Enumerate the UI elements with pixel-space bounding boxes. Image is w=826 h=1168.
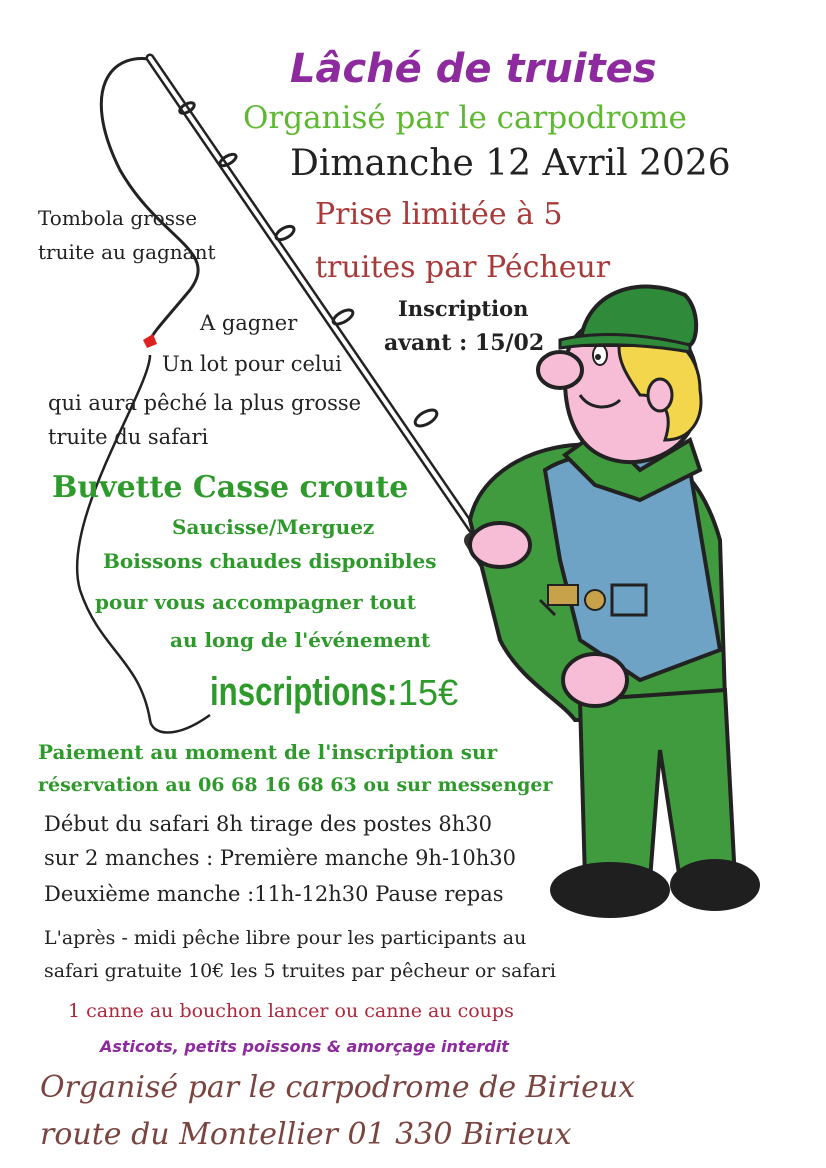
payment-line-2: réservation au 06 68 16 68 63 ou sur messenger (38, 774, 553, 796)
price-line (210, 670, 458, 715)
schedule-line-3: Deuxième manche :11h-12h30 Pause repas (44, 882, 504, 906)
limit-line-2: truites par Pécheur (315, 250, 611, 285)
buvette-line-1: Saucisse/Merguez (172, 515, 375, 539)
buvette-line-4: au long de l'événement (170, 628, 431, 652)
price-amount: 15€ (398, 672, 459, 713)
buvette-title: Buvette Casse croute (52, 470, 409, 505)
buvette-line-3: pour vous accompagner tout (95, 590, 416, 614)
event-date: Dimanche 12 Avril 2026 (290, 143, 731, 184)
footer-line-1: Organisé par le carpodrome de Birieux (40, 1070, 636, 1105)
prize-heading: A gagner (200, 311, 298, 335)
tombola-line-2: truite au gagnant (38, 240, 216, 264)
price-label: inscriptions: (210, 670, 398, 714)
fisherman (470, 287, 760, 918)
payment-line-1: Paiement au moment de l'inscription sur (38, 740, 498, 764)
schedule-line-2: sur 2 manches : Première manche 9h-10h30 (44, 846, 517, 870)
prize-line-2: qui aura pêché la plus grosse (48, 391, 362, 415)
schedule-line-1: Début du safari 8h tirage des postes 8h30 (44, 812, 492, 836)
organizer-line: Organisé par le carpodrome (243, 100, 687, 136)
limit-line-1: Prise limitée à 5 (315, 197, 563, 232)
footer-line-2: route du Montellier 01 330 Birieux (40, 1117, 572, 1152)
inscription-deadline-line-2: avant : 15/02 (384, 330, 545, 356)
rules-line-2: Asticots, petits poissons & amorçage interdit (100, 1037, 509, 1056)
schedule-line-4: L'après - midi pêche libre pour les participants au (44, 927, 527, 949)
prize-line-3: truite du safari (48, 425, 209, 449)
prize-line-1: Un lot pour celui (162, 352, 342, 376)
rules-line-1: 1 canne au bouchon lancer ou canne au coups (68, 1000, 514, 1022)
tombola-line-1: Tombola grosse (38, 206, 198, 230)
inscription-deadline-line-1: Inscription (398, 296, 529, 321)
poster-title: Lâché de truites (290, 46, 657, 92)
buvette-line-2: Boissons chaudes disponibles (103, 549, 437, 573)
schedule-line-5: safari gratuite 10€ les 5 truites par pêcheur or safari (44, 960, 556, 982)
bobber-icon (143, 334, 157, 348)
